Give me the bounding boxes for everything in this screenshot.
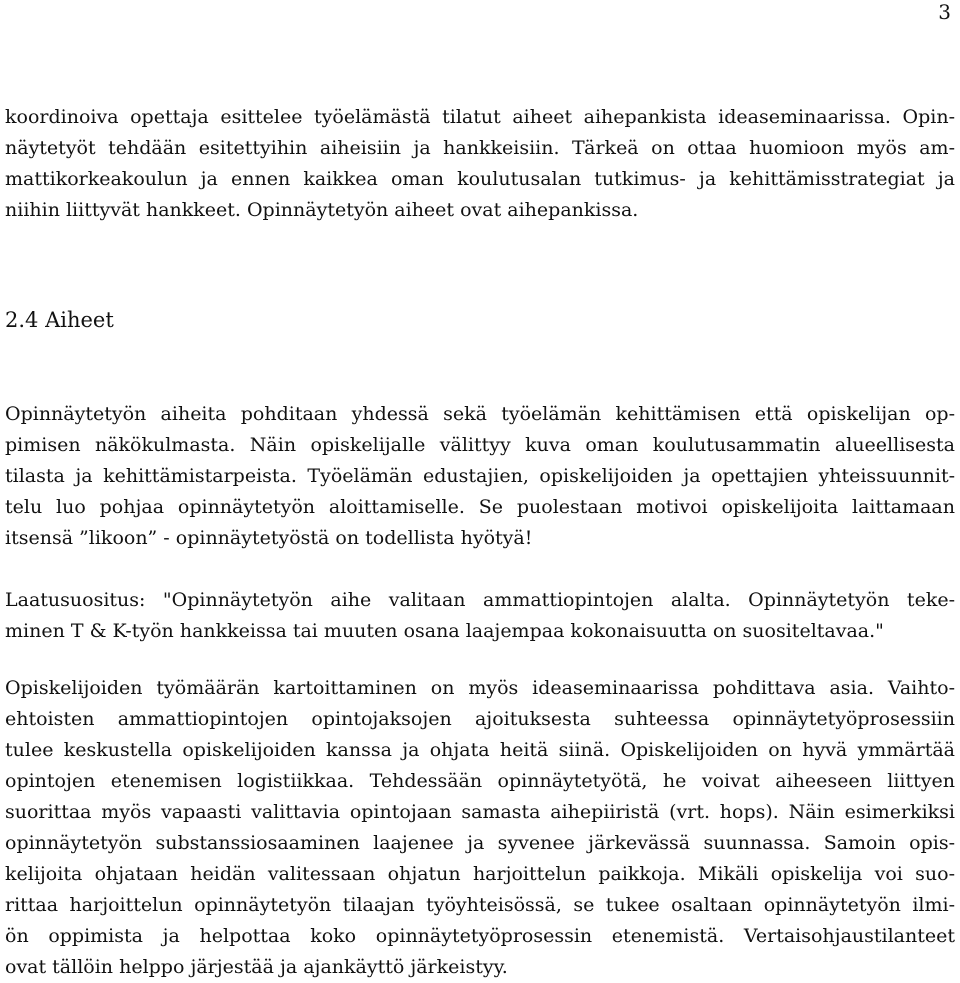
text-line: ön oppimista ja helpottaa koko opinnäytetyöprosessin etenemistä. Vertaisohjaustilanteet (5, 925, 955, 947)
text-line: niihin liittyvät hankkeet. Opinnäytetyön aiheet ovat aihepankissa. (5, 199, 639, 221)
text-line: tulee keskustella opiskelijoiden kanssa ja ohjata heitä siinä. Opiskelijoiden on hyvä ymmärtää (5, 739, 955, 761)
text-line: ehtoisten ammattiopintojen opintojaksojen ajoituksesta suhteessa opinnäytetyöprosessiin (5, 708, 955, 730)
paragraph-topics (5, 399, 955, 554)
text-line: opinnäytetyön substanssiosaaminen laajenee ja syvenee järkevässä suunnassa. Samoin opis- (5, 832, 955, 854)
text-line: tilasta ja kehittämistarpeista. Työelämän edustajien, opiskelijoiden ja opettajien yhteissuunnit- (5, 465, 955, 487)
text-line: itsensä ”likoon” - opinnäytetyöstä on todellista hyötyä! (5, 527, 533, 549)
text-line: kelijoita ohjataan heidän valitessaan ohjatun harjoittelun paikkoja. Mikäli opiskelija voi suo- (5, 863, 955, 885)
text-line: pimisen näkökulmasta. Näin opiskelijalle välittyy kuva oman koulutusammatin alueellisesta (5, 434, 955, 456)
text-line: opintojen etenemisen logistiikkaa. Tehdessään opinnäytetyötä, he voivat aiheeseen liittyen (5, 770, 955, 792)
text-line: ovat tällöin helppo järjestää ja ajankäyttö järkeistyy. (5, 956, 508, 978)
text-line: mattikorkeakoulun ja ennen kaikkea oman koulutusalan tutkimus- ja kehittämisstrategiat ja (5, 168, 955, 190)
text-line: rittaa harjoittelun opinnäytetyön tilaajan työyhteisössä, se tukee osaltaan opinnäytetyön ilmi- (5, 894, 955, 916)
paragraph-quality-recommendation (5, 585, 955, 647)
text-line: koordinoiva opettaja esittelee työelämästä tilatut aiheet aihepankista ideaseminaarissa. Opin- (5, 106, 955, 128)
text-line: näytetyöt tehdään esitettyihin aiheisiin ja hankkeisiin. Tärkeä on ottaa huomioon myös am- (5, 137, 955, 159)
paragraph-workload (5, 673, 955, 983)
text-line: suorittaa myös vapaasti valittavia opintojaan samasta aihepiiristä (vrt. hops). Näin esimerkiksi (5, 801, 955, 823)
text-line: Laatusuositus: "Opinnäytetyön aihe valitaan ammattiopintojen alalta. Opinnäytetyön teke- (5, 589, 955, 611)
text-line: telu luo pohjaa opinnäytetyön aloittamiselle. Se puolestaan motivoi opiskelijoita laittamaan (5, 496, 955, 518)
section-heading: 2.4 Aiheet (5, 308, 114, 332)
intro-paragraph (5, 102, 955, 226)
text-line: minen T & K-työn hankkeissa tai muuten osana laajempaa kokonaisuutta on suositeltavaa." (5, 620, 884, 642)
text-line: Opinnäytetyön aiheita pohditaan yhdessä sekä työelämän kehittämisen että opiskelijan op- (5, 403, 955, 425)
page-number: 3 (938, 0, 951, 24)
text-line: Opiskelijoiden työmäärän kartoittaminen on myös ideaseminaarissa pohdittava asia. Vaihto- (5, 677, 955, 699)
